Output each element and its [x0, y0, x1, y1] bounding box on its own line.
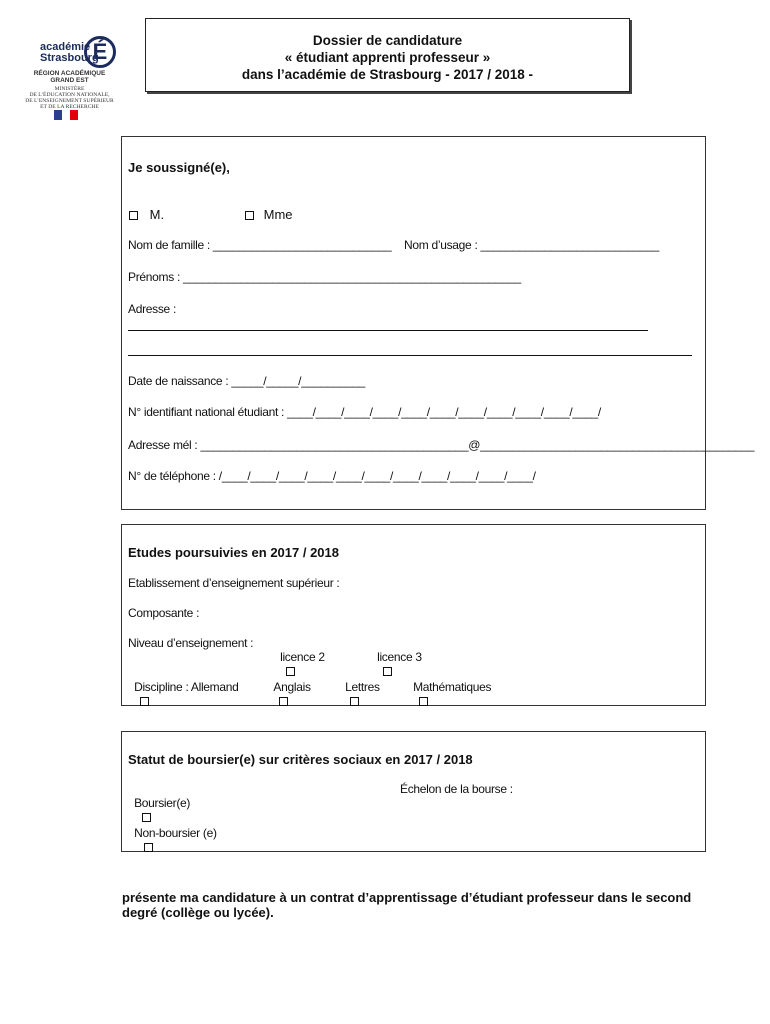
candidature-statement: présente ma candidature à un contrat d’apprentissage d’étudiant professeur dans le second degré (collège ou lycée). — [122, 890, 692, 920]
adresse-label: Adresse : — [128, 302, 176, 316]
adresse-line-2[interactable] — [128, 355, 692, 356]
checkbox-allemand[interactable] — [140, 697, 149, 706]
flag-white — [62, 110, 70, 120]
checkbox-maths[interactable] — [419, 697, 428, 706]
checkbox-anglais[interactable] — [279, 697, 288, 706]
option-anglais[interactable] — [268, 666, 311, 708]
licence2-label: licence 2 — [280, 650, 325, 664]
identity-section — [121, 136, 706, 510]
logo-region-line1: RÉGION ACADÉMIQUE — [33, 70, 106, 77]
logo-region-line2: GRAND EST — [50, 77, 89, 84]
prenoms-field[interactable]: Prénoms : _____________________________________________________ — [128, 270, 521, 284]
logo-brand-line1: académie — [40, 41, 91, 53]
boursier-heading: Statut de boursier(e) sur critères sociaux en 2017 / 2018 — [128, 752, 473, 767]
adresse-line-1[interactable] — [128, 330, 648, 331]
title-line1: Dossier de candidature — [312, 33, 463, 48]
boursier-label: Boursier(e) — [134, 796, 191, 810]
etablissement-field[interactable]: Etablissement d’enseignement supérieur : — [128, 576, 340, 590]
option-m[interactable] — [129, 207, 164, 222]
title-line2: « étudiant apprenti professeur » — [284, 50, 491, 65]
french-flag-icon — [54, 110, 78, 120]
discipline-label: Discipline : Allemand — [134, 680, 239, 694]
checkbox-lettres[interactable] — [350, 697, 359, 706]
flag-red — [70, 110, 78, 120]
option-lettres[interactable] — [339, 666, 380, 708]
logo-brand-line2: Strasbourg — [40, 52, 99, 64]
logo-ministry-line3: DE L’ENSEIGNEMENT SUPÉRIEUR — [25, 98, 114, 104]
adresse-mel-field[interactable]: Adresse mél : __________________________________________@___________________________________________ — [128, 438, 755, 452]
logo-ministry-line4: ET DE LA RECHERCHE — [40, 104, 99, 110]
logo-brand — [40, 41, 99, 64]
etudes-heading: Etudes poursuivies en 2017 / 2018 — [128, 545, 339, 560]
logo-emblem-icon: É — [84, 36, 116, 68]
logo-ministry-line2: DE L’ÉDUCATION NATIONALE, — [29, 92, 110, 98]
identifiant-field[interactable]: N° identifiant national étudiant : ____/____/____/____/____/____/____/____/____/____/____/ — [128, 405, 601, 419]
anglais-label: Anglais — [273, 680, 311, 694]
option-non-boursier[interactable] — [128, 812, 217, 854]
option-maths[interactable] — [407, 666, 491, 708]
licence3-label: licence 3 — [377, 650, 422, 664]
logo-ministry — [22, 86, 117, 110]
title-line3: dans l’académie de Strasbourg - 2017 / 2018 - — [241, 67, 534, 82]
non-boursier-label: Non-boursier (e) — [134, 826, 217, 840]
academie-logo — [22, 30, 117, 125]
option-mme[interactable] — [245, 207, 293, 222]
checkbox-mme[interactable] — [245, 211, 254, 220]
logo-region — [22, 70, 117, 84]
logo-ministry-line1: MINISTÈRE — [54, 86, 85, 92]
echelon-field[interactable]: Échelon de la bourse : — [400, 782, 513, 796]
nom-famille-field[interactable]: Nom de famille : ____________________________ — [128, 238, 392, 252]
checkbox-m[interactable] — [129, 211, 138, 220]
nom-usage-field[interactable]: Nom d’usage : ____________________________ — [404, 238, 659, 252]
date-naissance-field[interactable]: Date de naissance : _____/_____/__________ — [128, 374, 365, 388]
checkbox-non-boursier[interactable] — [144, 843, 153, 852]
identity-heading: Je soussigné(e), — [128, 160, 230, 175]
document-title-box — [145, 18, 630, 92]
option-allemand[interactable] — [128, 666, 239, 708]
lettres-label: Lettres — [345, 680, 380, 694]
option-m-label: M. — [149, 207, 165, 222]
maths-label: Mathématiques — [413, 680, 492, 694]
checkbox-licence3[interactable] — [383, 667, 392, 676]
niveau-label: Niveau d’enseignement : — [128, 636, 254, 650]
option-mme-label: Mme — [263, 207, 293, 222]
composante-field[interactable]: Composante : — [128, 606, 200, 620]
telephone-field[interactable]: N° de téléphone : /____/____/____/____/____/____/____/____/____/____/____/ — [128, 469, 536, 483]
flag-blue — [54, 110, 62, 120]
